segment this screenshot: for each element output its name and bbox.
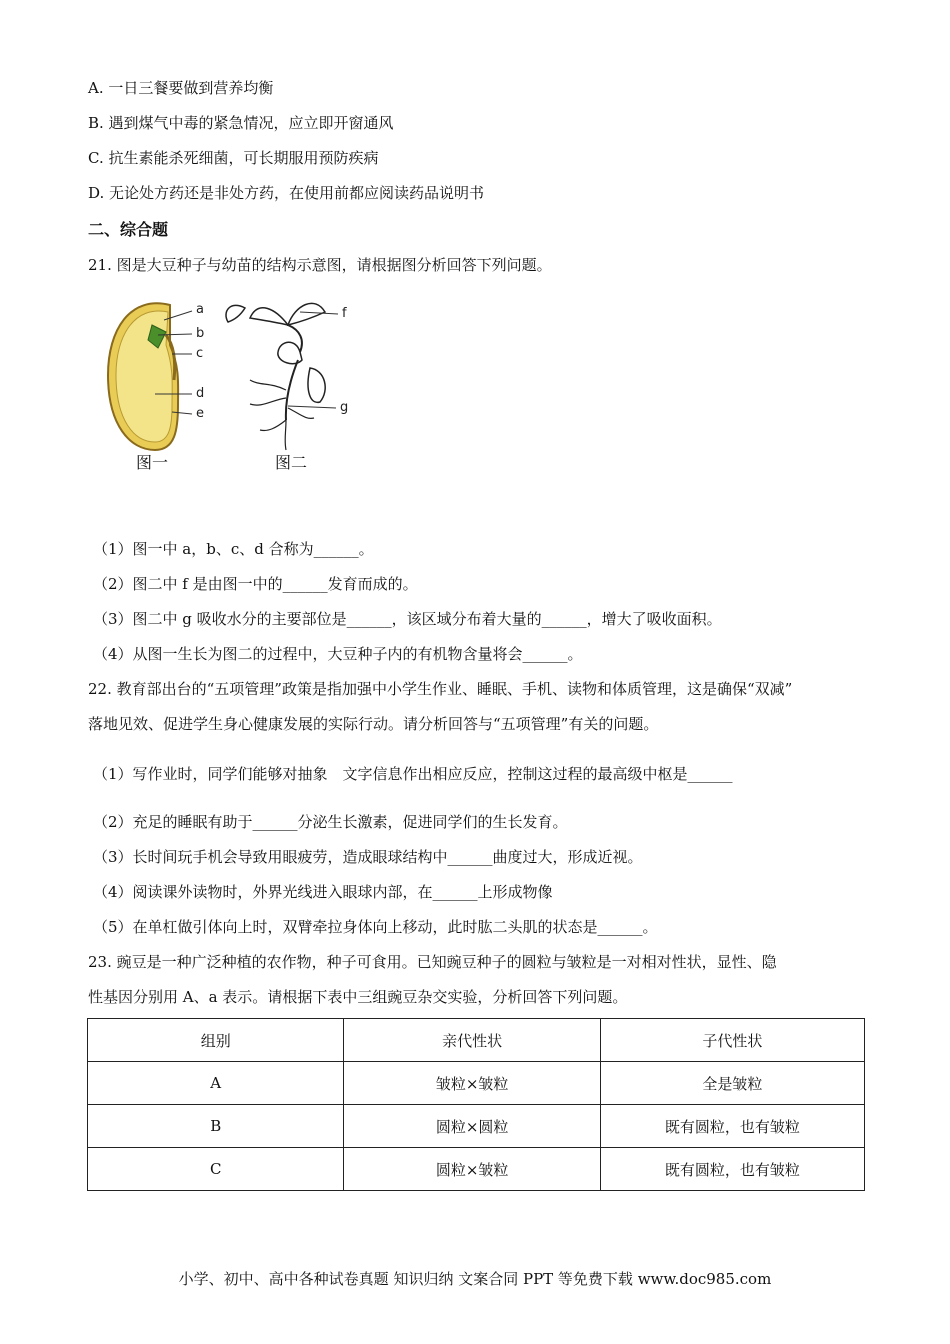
option-c: C. 抗生素能杀死细菌，可长期服用预防疾病 <box>88 149 379 167</box>
caption-fig1: 图一 <box>136 453 169 472</box>
label-e: e <box>196 406 204 421</box>
header-group: 组别 <box>88 1019 344 1062</box>
table-cell: 圆粒×圆粒 <box>344 1105 600 1148</box>
q21-sub-3: （3）图二中 g 吸收水分的主要部位是______，该区域分布着大量的______，增大了吸收面积。 <box>93 610 722 628</box>
q23-stem-line2: 性基因分别用 A、a 表示。请根据下表中三组豌豆杂交实验，分析回答下列问题。 <box>88 988 628 1006</box>
table-cell: 圆粒×皱粒 <box>344 1148 600 1191</box>
q22-sub-5: （5）在单杠做引体向上时，双臂牵拉身体向上移动，此时肱二头肌的状态是______。 <box>93 918 658 936</box>
roots-shape <box>250 380 314 450</box>
label-f: f <box>342 306 347 321</box>
table-cell: 皱粒×皱粒 <box>344 1062 600 1105</box>
q22-sub-1: （1）写作业时，同学们能够对抽象 文字信息作出相应反应，控制这过程的最高级中枢是______ <box>93 765 733 783</box>
label-g: g <box>340 400 349 415</box>
section-title: 二、综合题 <box>88 220 169 239</box>
q21-stem: 21. 图是大豆种子与幼苗的结构示意图，请根据图分析回答下列问题。 <box>88 256 552 274</box>
table-cell: A <box>88 1062 344 1105</box>
table-cell: 既有圆粒，也有皱粒 <box>600 1148 864 1191</box>
q22-stem-line1: 22. 教育部出台的“五项管理”政策是指加强中小学生作业、睡眠、手机、读物和体质管理，这是确保“双减” <box>88 680 793 698</box>
q23-stem-line1: 23. 豌豆是一种广泛种植的农作物，种子可食用。已知豌豆种子的圆粒与皱粒是一对相对性状，显性、隐 <box>88 953 777 971</box>
cross-experiment-table <box>87 1018 865 1191</box>
table-row <box>88 1062 865 1105</box>
q22-sub-4: （4）阅读课外读物时，外界光线进入眼球内部，在______上形成物像 <box>93 883 553 901</box>
q21-sub-2: （2）图二中 f 是由图一中的______发育而成的。 <box>93 575 418 593</box>
label-b: b <box>196 326 205 341</box>
table-row <box>88 1105 865 1148</box>
table-cell: 既有圆粒，也有皱粒 <box>600 1105 864 1148</box>
header-offspring: 子代性状 <box>600 1019 864 1062</box>
q21-sub-1: （1）图一中 a，b、c、d 合称为______。 <box>93 540 374 558</box>
label-c: c <box>196 346 204 361</box>
q22-stem-line2: 落地见效、促进学生身心健康发展的实际行动。请分析回答与“五项管理”有关的问题。 <box>88 715 659 733</box>
q21-sub-4: （4）从图一生长为图二的过程中，大豆种子内的有机物含量将会______。 <box>93 645 583 663</box>
label-d: d <box>196 386 205 401</box>
option-b: B. 遇到煤气中毒的紧急情况，应立即开窗通风 <box>88 114 394 132</box>
table-cell: C <box>88 1148 344 1191</box>
q22-sub-3: （3）长时间玩手机会导致用眼疲劳，造成眼球结构中______曲度过大，形成近视。 <box>93 848 643 866</box>
soybean-figure <box>100 290 370 475</box>
caption-fig2: 图二 <box>275 453 308 472</box>
option-d: D. 无论处方药还是非处方药，在使用前都应阅读药品说明书 <box>88 184 485 202</box>
soybean-diagram <box>100 290 370 475</box>
option-a: A. 一日三餐要做到营养均衡 <box>88 79 274 97</box>
table-cell: B <box>88 1105 344 1148</box>
leaf-left-shape <box>250 308 288 325</box>
q22-sub-2: （2）充足的睡眠有助于______分泌生长激素，促进同学们的生长发育。 <box>93 813 568 831</box>
header-parent: 亲代性状 <box>344 1019 600 1062</box>
table-header-row <box>88 1019 865 1062</box>
stem-shape <box>286 360 298 420</box>
label-a: a <box>196 302 204 317</box>
page-footer: 小学、初中、高中各种试卷真题 知识归纳 文案合同 PPT 等免费下载 www.doc985.com <box>178 1270 772 1288</box>
table-cell: 全是皱粒 <box>600 1062 864 1105</box>
leaf-right-shape <box>288 303 325 325</box>
table-row <box>88 1148 865 1191</box>
